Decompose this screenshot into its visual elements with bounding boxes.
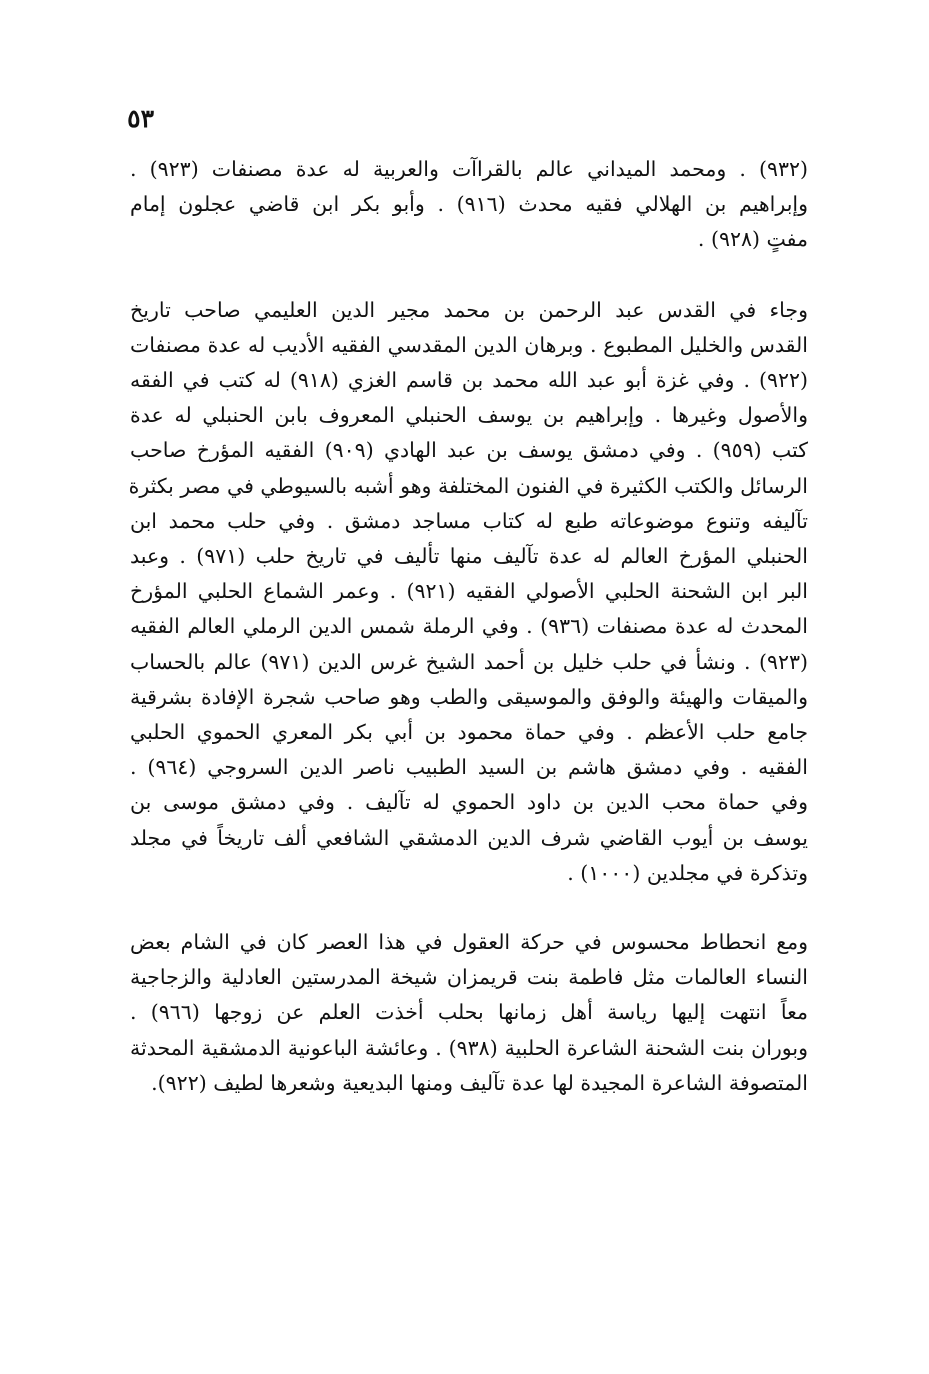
paragraph-1: [130, 152, 808, 258]
text-line: وفي حماة محب الدين بن داود الحموي له تآليف . وفي دمشق موسى بن: [130, 790, 808, 815]
text-line: معاً انتهت إليها رياسة أهل زمانها بحلب أخذت العلم عن زوجها (٩٦٦) .: [130, 1000, 808, 1025]
text-line: والميقات والهيئة والوفق والموسيقى والطب وهو صاحب شجرة الإفادة بشرقية: [130, 684, 808, 709]
text-line: النساء العالمات مثل فاطمة بنت قريمزان شيخة المدرستين العادلية والزجاجية: [130, 965, 808, 990]
paragraph-3: [130, 925, 808, 1101]
text-line: وبوران بنت الشحنة الشاعرة الحلبية (٩٣٨) . وعائشة الباعونية الدمشقية المحدثة: [130, 1035, 808, 1060]
text-line: الفقيه . وفي دمشق هاشم بن السيد الطبيب ناصر الدين السروجي (٩٦٤) .: [130, 755, 808, 780]
text-line: البر ابن الشحنة الحلبي الأصولي الفقيه (٩٢١) . وعمر الشماع الحلبي المؤرخ: [130, 579, 808, 604]
text-line: جامع حلب الأعظم . وفي حماة محمود بن أبي بكر المعري الحموي الحلبي: [130, 720, 808, 745]
text-line: والأصول وغيرها . وإبراهيم بن يوسف الحنبلي المعروف بابن الحنبلي له عدة: [130, 403, 808, 428]
text-line: ومع انحطاط محسوس في حركة العقول في هذا العصر كان في الشام بعض: [130, 930, 808, 955]
text-line: يوسف بن أيوب القاضي شرف الدين الدمشقي الشافعي ألف تاريخاً في مجلد: [130, 825, 808, 850]
text-line: الرسائل والكتب الكثيرة في الفنون المختلفة وهو أشبه بالسيوطي في مصر بكثرة: [128, 473, 808, 498]
text-line: مفتٍ (٩٢٨) .: [697, 227, 808, 252]
text-line: القدس والخليل المطبوع . وبرهان الدين المقدسي الفقيه الأديب له عدة مصنفات: [130, 332, 808, 357]
text-line: المتصوفة الشاعرة المجيدة لها عدة تآليف ومنها البديعية وشعرها لطيف (٩٢٢).: [151, 1070, 808, 1095]
text-line: (٩٢٢) . وفي غزة أبو عبد الله محمد بن قاسم الغزي (٩١٨) له كتب في الفقه: [130, 368, 808, 393]
text-line: تآليفه وتنوع موضوعاته طبع له كتاب مساجد دمشق . وفي حلب محمد ابن: [130, 508, 808, 533]
text-line: وتذكرة في مجلدين (١٠٠٠) .: [567, 860, 808, 885]
text-line: وإبراهيم بن الهلالي فقيه محدث (٩١٦) . وأبو بكر ابن قاضي عجلون إمام: [130, 192, 808, 217]
text-line: المحدث له عدة مصنفات (٩٣٦) . وفي الرملة شمس الدين الرملي العالم الفقيه: [130, 614, 808, 639]
text-line: (٩٣٢) . ومحمد الميداني عالم بالقراآت والعربية له عدة مصنفات (٩٢٣) .: [130, 157, 809, 181]
text-line: وجاء في القدس عبد الرحمن بن محمد مجير الدين العليمي صاحب تاريخ: [130, 297, 808, 322]
text-line: كتب (٩٥٩) . وفي دمشق يوسف بن عبد الهادي (٩٠٩) الفقيه المؤرخ صاحب: [130, 438, 808, 463]
page-body: [130, 152, 808, 1101]
text-line: الحنبلي المؤرخ العالم له عدة تآليف منها تأليف في تاريخ حلب (٩٧١) . وعبد: [130, 544, 808, 569]
paragraph-2: [130, 293, 808, 891]
text-line: (٩٢٣) . ونشأ في حلب خليل بن أحمد الشيخ غرس الدين (٩٧١) عالم بالحساب: [130, 649, 809, 674]
page-number: ٥٣: [127, 104, 154, 133]
